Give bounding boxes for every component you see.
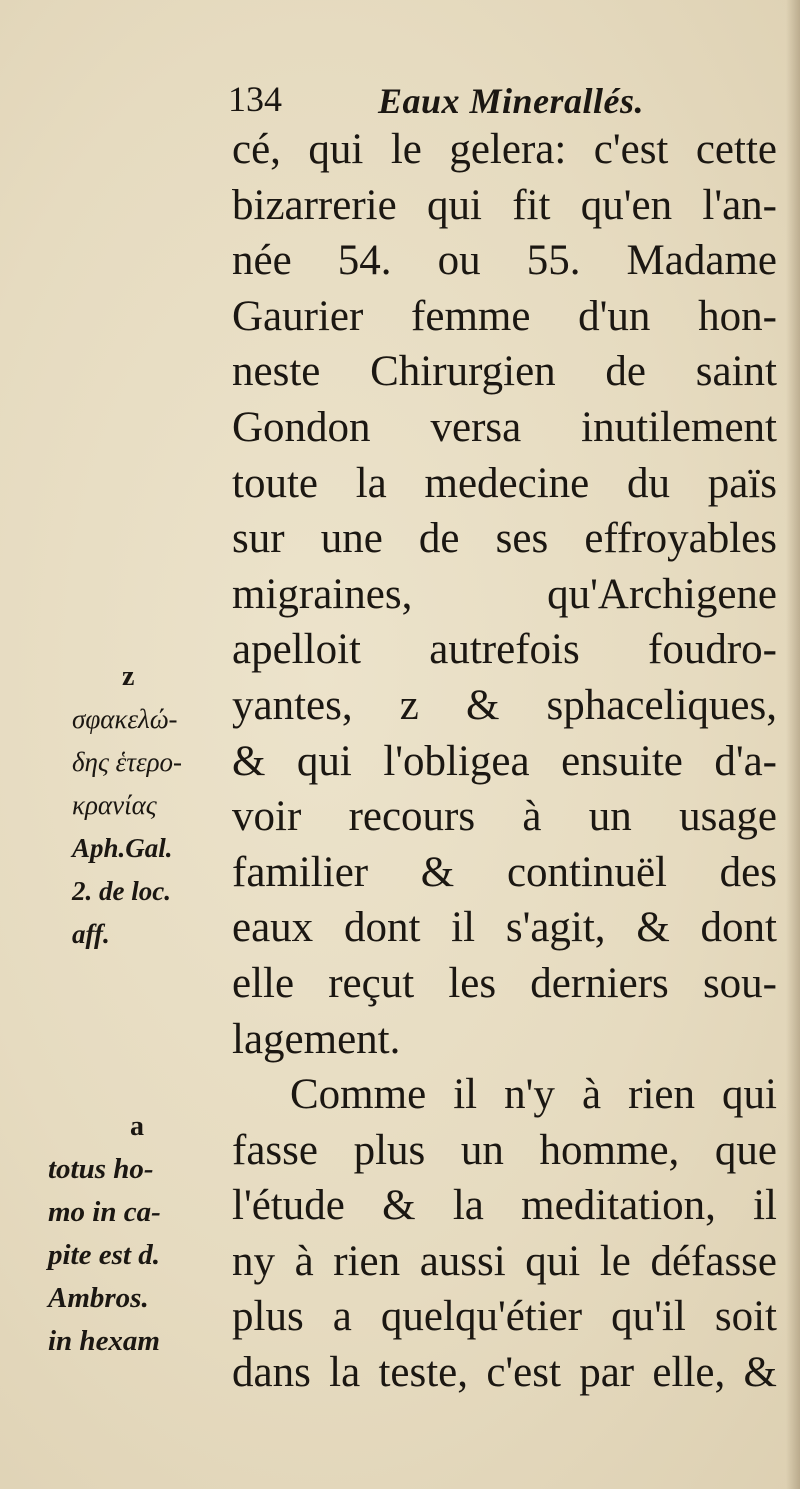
note-line: mo in ca- <box>48 1196 161 1228</box>
text-line: neste Chirurgien de saint <box>232 348 777 396</box>
note-reference-mark: a <box>130 1111 144 1142</box>
page-header <box>228 78 768 128</box>
paragraph-start-line: Comme il n'y à rien qui <box>290 1071 777 1119</box>
note-line: δης ἑτερο- <box>72 747 183 777</box>
note-line: in hexam <box>48 1325 160 1357</box>
text-line: elle reçut les derniers sou- <box>232 959 777 1007</box>
text-line: fasse plus un homme, que <box>232 1126 777 1174</box>
text-line: plus a quelqu'étier qu'il soit <box>232 1293 777 1341</box>
text-line: voir recours à un usage <box>232 793 777 841</box>
text-line: cé, qui le gelera: c'est cette <box>232 126 777 173</box>
text-line: familier & continuël des <box>232 848 777 896</box>
running-title: Eaux Minerallés. <box>378 81 645 121</box>
note-line: pite est d. <box>48 1239 160 1271</box>
body-text <box>232 122 777 1401</box>
text-line: Gondon versa inutilement <box>232 403 777 451</box>
note-line: κρανίας <box>72 790 157 820</box>
text-line: née 54. ou 55. Madame <box>232 237 777 285</box>
margin-note-a <box>48 1105 161 1363</box>
note-line: 2. de loc. <box>72 876 171 906</box>
text-line: eaux dont il s'agit, & dont <box>232 904 777 952</box>
note-reference-mark: z <box>122 661 135 692</box>
note-line: Aph.Gal. <box>72 833 173 863</box>
margin-note-z <box>72 655 182 956</box>
note-line: aff. <box>72 919 110 949</box>
text-line: l'étude & la meditation, il <box>232 1182 777 1230</box>
text-line: sur une de ses effroyables <box>232 515 777 563</box>
page-edge-shadow <box>786 0 800 1489</box>
text-line: ny à rien aussi qui le défasse <box>232 1237 777 1285</box>
text-line: bizarrerie qui fit qu'en l'an- <box>232 181 777 229</box>
text-line: apelloit autrefois foudro- <box>232 626 777 674</box>
text-line: toute la medecine du païs <box>232 459 777 507</box>
text-line: & qui l'obligea ensuite d'a- <box>232 737 777 785</box>
note-line: Ambros. <box>48 1282 149 1314</box>
text-line: migraines, qu'Archigene <box>232 570 777 618</box>
margin-notes <box>0 0 230 1489</box>
note-line: totus ho- <box>48 1153 154 1185</box>
text-line: lagement. <box>232 1015 401 1063</box>
text-line: yantes, z & sphaceliques, <box>232 681 777 729</box>
text-line: Gaurier femme d'un hon- <box>232 292 777 340</box>
note-line: σφακελώ- <box>72 704 178 734</box>
text-line: dans la teste, c'est par elle, & <box>232 1349 777 1397</box>
page-number: 134 <box>228 79 282 119</box>
